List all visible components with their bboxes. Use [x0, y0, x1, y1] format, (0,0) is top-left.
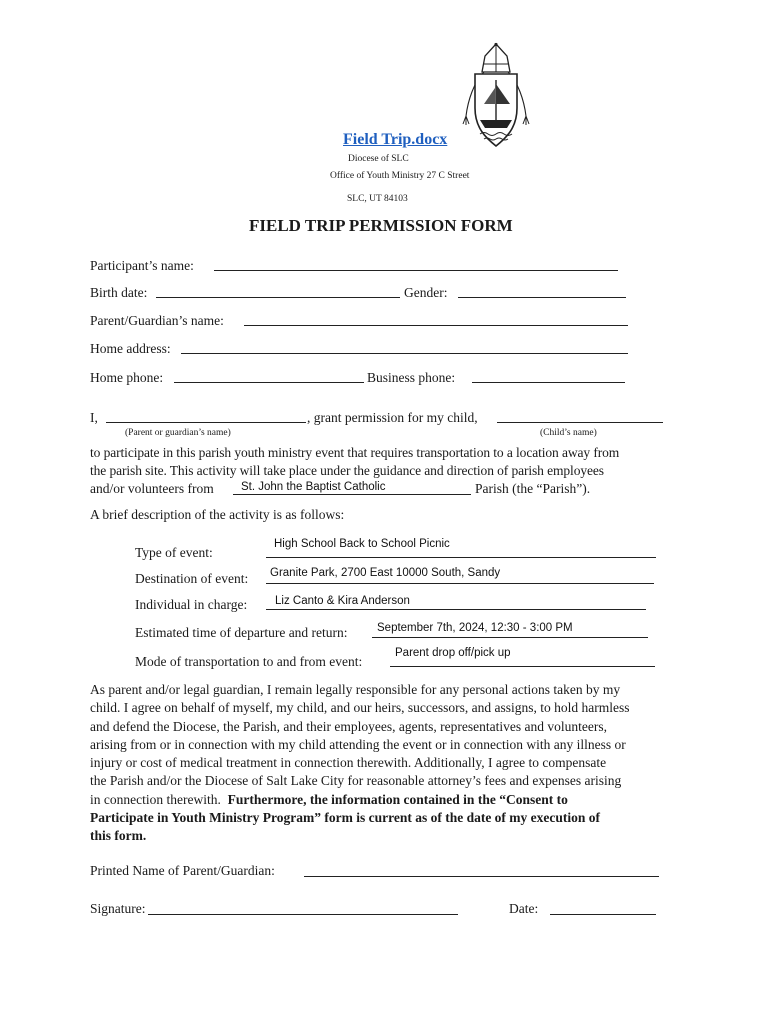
consent-text-line: to participate in this parish youth ministry event that requires transportation to a location away from — [90, 445, 620, 460]
destination-label: Destination of event: — [135, 571, 249, 586]
printed-name-field[interactable] — [304, 876, 659, 877]
org-name: Diocese of SLC — [348, 154, 409, 164]
participant-name-field[interactable] — [214, 270, 618, 271]
activity-description-label: A brief description of the activity is as follows: — [90, 507, 345, 522]
document-link[interactable]: Field Trip.docx — [343, 131, 448, 148]
gender-field[interactable] — [458, 297, 626, 298]
printed-name-label: Printed Name of Parent/Guardian: — [90, 863, 275, 878]
consent-text-line: Parish (the “Parish”). — [475, 481, 591, 496]
date-label: Date: — [509, 901, 539, 916]
gender-label: Gender: — [404, 285, 448, 300]
org-office-address: Office of Youth Ministry 27 C Street — [330, 171, 470, 181]
liability-paragraph — [90, 681, 680, 846]
departure-return-label: Estimated time of departure and return: — [135, 625, 348, 640]
event-type-value: High School Back to School Picnic — [274, 538, 450, 550]
consent-grant-text: , grant permission for my child, — [307, 410, 478, 425]
guardian-name-field[interactable] — [244, 325, 628, 326]
liability-line: and defend the Diocese, the Parish, and their employees, agents, representatives and volunteers, — [90, 718, 607, 734]
home-phone-field[interactable] — [174, 382, 364, 383]
liability-line: As parent and/or legal guardian, I remain legally responsible for any personal actions taken by my — [90, 682, 621, 697]
liability-bold-text: Participate in Youth Ministry Program” form is current as of the date of my execution of — [90, 810, 601, 826]
liability-line — [90, 791, 680, 809]
diocese-crest-logo — [458, 42, 534, 150]
home-phone-label: Home phone: — [90, 370, 164, 385]
consent-text-line: the parish site. This activity will take place under the guidance and direction of parish employees — [90, 463, 604, 478]
parent-name-caption: (Parent or guardian’s name) — [125, 428, 231, 438]
home-address-label: Home address: — [90, 341, 171, 356]
liability-line — [90, 827, 680, 845]
liability-bold-text: this form. — [90, 828, 147, 844]
birth-date-label: Birth date: — [90, 285, 148, 300]
liability-text: in connection therewith. — [90, 791, 221, 807]
birth-date-field[interactable] — [156, 297, 400, 298]
signature-field[interactable] — [148, 914, 458, 915]
business-phone-label: Business phone: — [367, 370, 456, 385]
liability-line: the Parish and/or the Diocese of Salt Lake City for reasonable attorney’s fees and expenses arising — [90, 773, 622, 789]
departure-return-field[interactable] — [372, 637, 648, 638]
individual-in-charge-field[interactable] — [266, 609, 646, 610]
guardian-name-label: Parent/Guardian’s name: — [90, 313, 224, 328]
business-phone-field[interactable] — [472, 382, 625, 383]
signature-label: Signature: — [90, 901, 146, 916]
individual-in-charge-value: Liz Canto & Kira Anderson — [275, 595, 410, 607]
form-title: FIELD TRIP PERMISSION FORM — [249, 216, 513, 235]
liability-line: arising from or in connection with my child attending the event or in connection with any illness or — [90, 736, 626, 752]
consent-text-line: and/or volunteers from — [90, 481, 214, 496]
org-city: SLC, UT 84103 — [347, 194, 408, 204]
liability-line — [90, 809, 680, 827]
transportation-value: Parent drop off/pick up — [395, 647, 511, 659]
child-name-caption: (Child’s name) — [540, 428, 597, 438]
parent-guardian-signature-name-field[interactable] — [106, 422, 306, 423]
transportation-field[interactable] — [390, 666, 655, 667]
transportation-label: Mode of transportation to and from event: — [135, 654, 363, 669]
parish-field[interactable] — [233, 494, 471, 495]
destination-value: Granite Park, 2700 East 10000 South, Sandy — [270, 567, 501, 579]
event-type-label: Type of event: — [135, 545, 213, 560]
participant-name-label: Participant’s name: — [90, 258, 194, 273]
parish-value: St. John the Baptist Catholic — [241, 481, 386, 493]
date-field[interactable] — [550, 914, 656, 915]
destination-field[interactable] — [266, 583, 654, 584]
consent-i: I, — [90, 410, 98, 425]
liability-line: child. I agree on behalf of myself, my child, and our heirs, successors, and assigns, to hold harmless — [90, 700, 630, 716]
departure-return-value: September 7th, 2024, 12:30 - 3:00 PM — [377, 622, 573, 634]
event-type-field[interactable] — [266, 557, 656, 558]
home-address-field[interactable] — [181, 353, 628, 354]
liability-line: injury or cost of medical treatment in connection therewith. Additionally, I agree to compensate — [90, 755, 607, 771]
individual-in-charge-label: Individual in charge: — [135, 597, 248, 612]
liability-bold-text: Furthermore, the information contained in the “Consent to — [227, 791, 568, 807]
child-name-field[interactable] — [497, 422, 663, 423]
